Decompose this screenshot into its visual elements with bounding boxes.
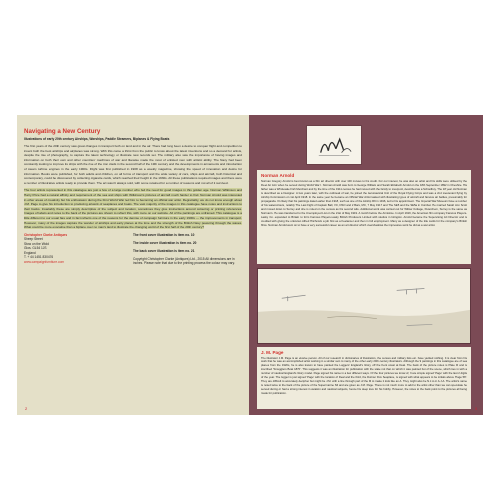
notes-column — [133, 233, 242, 266]
signature-emblem-image — [306, 125, 362, 165]
address-line: England — [24, 250, 36, 255]
contact-block — [24, 233, 242, 266]
section-text: Norman Gregory Arnold is best known as a film art director with over 100 movies to his credit. For our interest, he was also an artist and his skills were utilised by the Fleet Air Arm when he served during World War I. Norman Arnold was born to George William and Sarah Elizabeth Arnold on the 18th September 1892 in Cheshire. His father was a Wholesale Fish Merchant and by the time of the 1911 census he had moved with the family to Liverpool, described as a Schoolboy. The 18 year old Norman is described as a Designer. A few years later, with the outbreak of war, he joined the Aeronautical Unit of the Royal Flying Corps and was a 2nd Lieutenant flying by Airship Commission on 1st April 1918. In the same year he became an Official War Artist tasked with illustrating types of aircraft and famous air battles, presumably for propaganda. It's likely that his paintings dated earlier than 1918, such as one of the Airship R9 in 1916, led to his appointment. The Imperial War Museum have a number of his watercolours, notably The Last Fight of Captain Ball, VC, DSO and 2 Bars, MC, 7 May 1917 and The SE5 and the SE5a in Combat. He married Sarah Ann Scott and moved down to Surrey and she is noted on the census as his second wife. Additional work was carried out for Willow Cottage, Peterchem, Surrey is the same as Norman's. He was transferred to the Unemployed List on the 21st of May 1919. A month before the Armistice. In April 1919, the American film company Famous Players-Lasky Co. expanded to Britain to form Famous Players-Lasky British Producers Limited with studios in Islington. Arnold became the Supervising Art Director and is credited with giving the unknown Alfred Hitchcock a job first as a freelancer and then in full employment. Many as a designer of the title cards for the company's British films. Norman Arnold went on to have a very successful career as an art director which overshadows the impressive work he did as a war artist. — [261, 179, 467, 227]
norman-arnold-section — [257, 170, 471, 264]
address-line: Glos. GL54 1JS — [24, 246, 47, 251]
company-name: Christopher Clarke Antiques — [24, 232, 68, 237]
section-title: Norman Arnold — [261, 173, 295, 178]
intro-paragraph: The first years of the 20th century saw great changes in transport both on land and in the air. There had long been a desire to conquer flight and competition to invent both the best airships and airplanes was strong. With this came a thirst from the public to know about the latest inventions and so a demand for artists, despite the rise of photography, to capture the latest technology or illustrate new records set. The military also saw the importance of having images and information on both their own and other countries' machines of war and likewise made the most of enlisted men with artistic ability. The Navy had been constantly looking to improve its ships with the rise of the iron clads in the second half of the 19th century and the developments in armaments and introduction of steam turbine engines in the early 1900s. Flight was first published in 1908 as a weekly magazine, showing the speed of innovation and desire for information. Books were published, for both adults and children, on all forms of transport and the wide variety of cars, ships and aircraft, both historical and contemporary, could be discovered by collecting cigarette cards, which reached their height in the 1930s. All these publications required images and there were a number of illustrative artists ready to provide them. The art wasn't always sold, with some retained for a number of reasons and not all of it survived. — [24, 144, 242, 185]
right-page — [249, 115, 483, 415]
website-link[interactable]: www.campaignfurniture.com — [24, 259, 65, 264]
signature-sketch — [307, 126, 361, 164]
catalogue-spread — [17, 115, 483, 415]
cover-note: The inside cover illustration is item no. 20 — [133, 240, 197, 245]
left-page — [17, 115, 249, 415]
address-column — [24, 233, 133, 266]
painting-sketch — [258, 269, 470, 343]
jm-page-section — [257, 347, 471, 409]
watercolour-painting-image — [257, 268, 471, 344]
page-number: 3 — [474, 406, 477, 411]
artists-paragraph — [24, 188, 242, 229]
highlighted-text: The four artists represented in this catalogue are just a few of a large number who fed the need for good images in this golden age. Norman Wilkinson and Harry Price had a natural affinity and requirement of the sea and ships with Wilkinson's pictures of aircraft much harder to find. Norman Arnold was interested in other areas of creativity but his enthusiasm during the First World War led him to becoming an official war artist. Regrettably, we do not know enough about J.M. Page to give his introduction to producing artwork of seaplanes and boats. The vast majority of the images in this catalogue have notes and instructions to their backs. Invariably these are simply descriptive of the subject and location, sometimes they give instructions around colouring or printing references. Images of labels and notes to the back of the pictures are shown to reflect this, with more on our website. All of the paintings are unframed. This catalogue is a little different to our usual fare and in fact reflects one of the reasons for the demise of campaign furniture in the early 1900s — the improvements in transport. However, many of the images capture the wonder of airships and early planes at the time and the strength of the British Navy powering through the waves. What could be more evocative than a biplane over no man's land to illustrate the changing world of the first half of the 20th century? — [24, 188, 242, 230]
address-line: Stow on the Wold — [24, 241, 49, 246]
address-line: Sheep Street — [24, 237, 43, 242]
cover-note: The back cover illustration is item no. 21 — [133, 248, 195, 253]
page-number: 2 — [25, 406, 28, 411]
section-title: J. M. Page — [261, 350, 284, 355]
section-text: The illustrator J.M. Page is an elusive person. All of our research in dictionaries of illustrators, the census and military lists etc. have yielded nothing. It is clear from his work that he was an accomplished artist working in a similar vein to many of the other early 20th century illustrators. Although the 9 paintings in this catalogue are of sea planes from the 1920s, he is also known to have painted the Luggers' England's Glory, off the Kent coast at Deal. The back of the picture notes is Plate III and is inscribed 'Smugglers Boat 1870'. This suggests it was an illustration for publication with the state not that on which it was painted but of the scene, which ties in with a number of nautical England's Glory model. Page signed his name in a few different ways. Of the four pictures we know of, 3 are simple signed 'Page' with the last 2 digits of the year. The lugger is just signed 'Page' with the location of Deal and the third, the Dornier Dox Seaplane, is signed with what appears to be initials above 'Page 58'. They are difficult to accurately decipher but might be J.M. with a line through part of the M to make it look like an A. They might also be N.J.A or A.J.A. The artist's name is noted twice to the back of the picture of the Supermarine S6 and are given as J.M. Page. There is not much more to add to the artist other than we can speculate he served during or had a strong interest in aviation and nautical subjects, hence his deep love for his hobby. However, the notes to the back point to the pictures all being made for publication. — [261, 356, 467, 395]
copyright-notice: Copyright Christopher Clarke (Antiques) Ltd., 2015 All dimensions are in inches. Please note that due to the printing process the colour may vary. — [133, 256, 235, 266]
page-subtitle: Illustrations of early 20th century Airships, Warships, Paddle Steamers, Biplanes & Flying Boats — [24, 137, 170, 141]
phone-number: T. + 44 1451 830476 — [24, 255, 54, 260]
page-title: Navigating a New Century — [24, 128, 101, 135]
cover-note: The front cover illustration is item no. 10 — [133, 232, 195, 237]
